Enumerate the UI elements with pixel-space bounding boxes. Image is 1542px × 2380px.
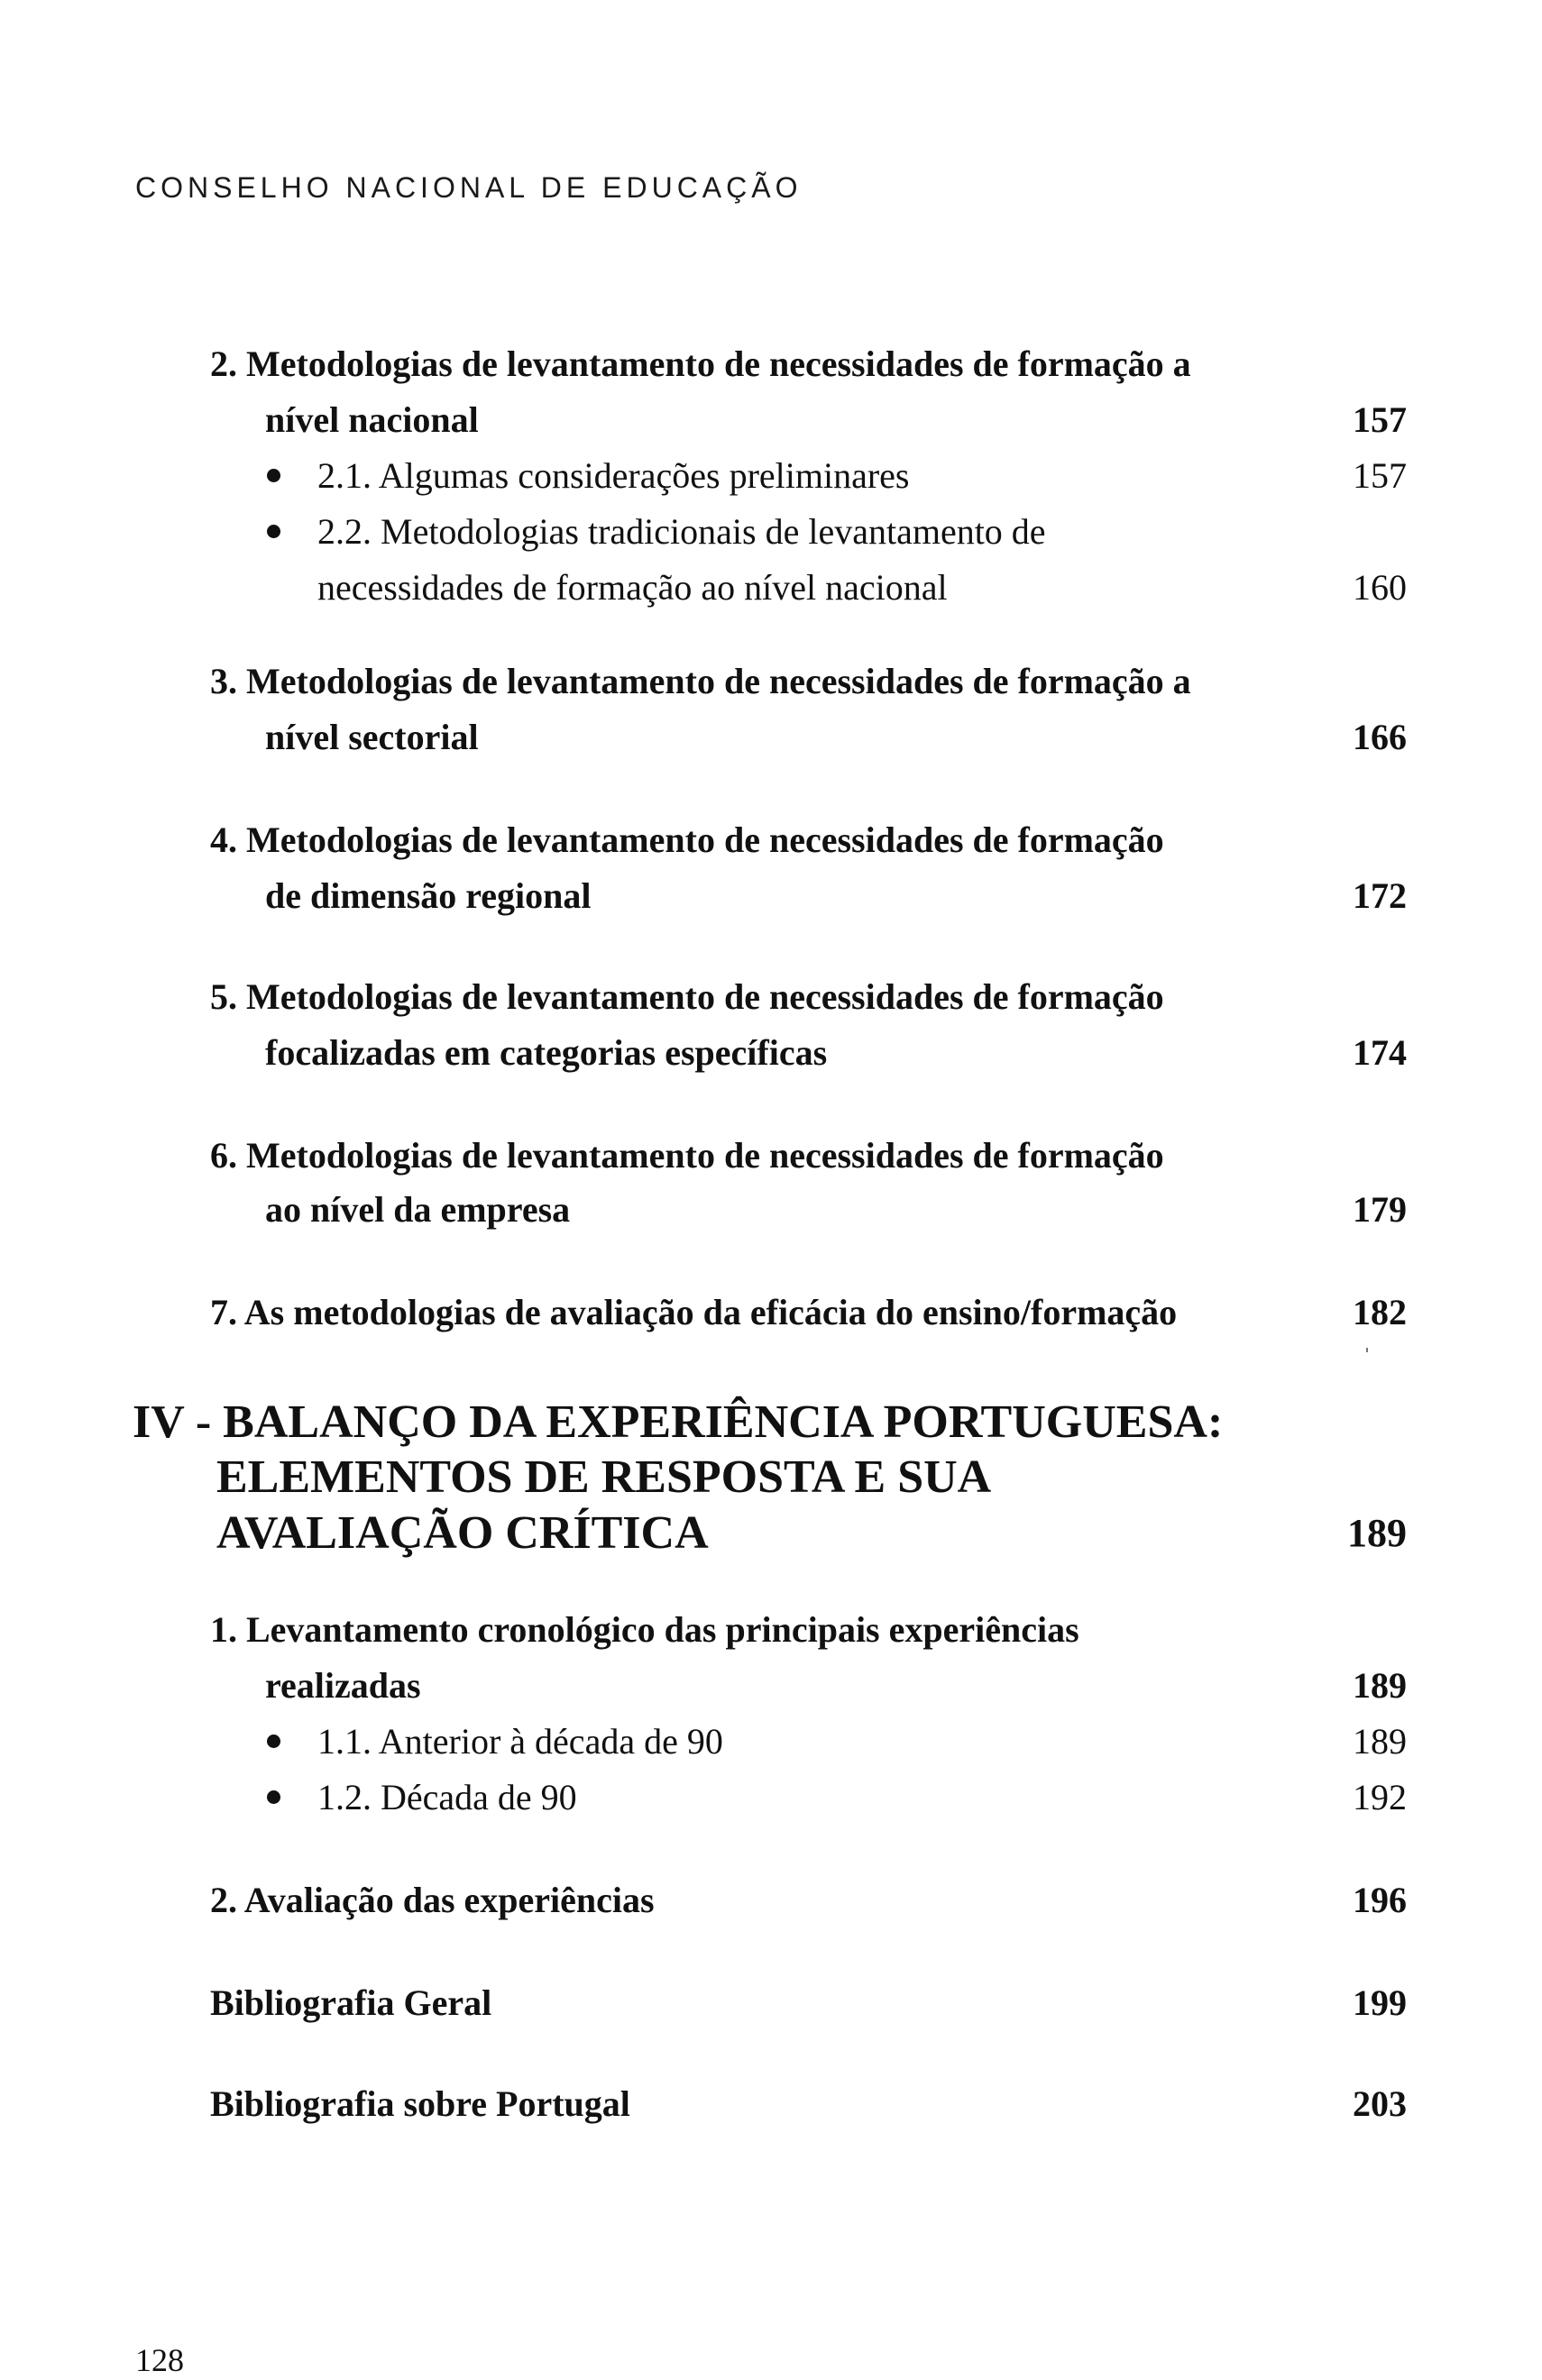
toc-entry-iv-1-line2: realizadas [265, 1665, 421, 1706]
toc-entry-4-line2: de dimensão regional [265, 875, 592, 916]
toc-bibliografia-portugal: Bibliografia sobre Portugal [210, 2083, 630, 2124]
toc-entry-3-line1: 3. Metodologias de levantamento de necessidades de formação a [210, 661, 1191, 701]
toc-entry-5-page: 174 [1353, 1032, 1407, 1073]
toc-entry-5-line1: 5. Metodologias de levantamento de necessidades de formação [210, 976, 1164, 1017]
toc-entry-7-page: 182 [1353, 1292, 1407, 1332]
toc-entry-iv-1-1: 1.1. Anterior à década de 90 [317, 1721, 723, 1762]
toc-entry-4-page: 172 [1353, 875, 1407, 916]
toc-entry-6-line1: 6. Metodologias de levantamento de necessidades de formação [210, 1135, 1164, 1176]
toc-entry-2-2-line1: 2.2. Metodologias tradicionais de levantamento de [317, 511, 1046, 552]
toc-entry-iv-1-line1: 1. Levantamento cronológico das principais experiências [210, 1609, 1079, 1650]
toc-entry-5-line2: focalizadas em categorias específicas [265, 1032, 828, 1073]
toc-entry-2-2-page: 160 [1353, 567, 1407, 608]
bullet-icon [267, 1735, 280, 1748]
toc-entry-2-1: 2.1. Algumas considerações preliminares [317, 455, 910, 496]
toc-entry-6-line2: ao nível da empresa [265, 1189, 571, 1230]
chapter-iv-page: 189 [1347, 1511, 1407, 1555]
toc-entry-2-page: 157 [1353, 399, 1407, 440]
toc-bibliografia-portugal-page: 203 [1353, 2083, 1407, 2124]
page-number: 128 [135, 2342, 184, 2378]
toc-entry-2-line1: 2. Metodologias de levantamento de necessidades de formação a [210, 343, 1191, 384]
toc-entry-iv-1-2-page: 192 [1353, 1777, 1407, 1817]
chapter-iv-title-line1: IV - BALANÇO DA EXPERIÊNCIA PORTUGUESA: [133, 1396, 1224, 1448]
toc-bibliografia-geral: Bibliografia Geral [210, 1982, 492, 2023]
chapter-iv-title-line3: AVALIAÇÃO CRÍTICA [216, 1507, 709, 1559]
scan-mark [1366, 1348, 1368, 1352]
bullet-icon [267, 525, 280, 538]
toc-entry-2-1-page: 157 [1353, 455, 1407, 496]
toc-entry-iv-1-2: 1.2. Década de 90 [317, 1777, 577, 1817]
toc-entry-iv-1-1-page: 189 [1353, 1721, 1407, 1762]
running-header: CONSELHO NACIONAL DE EDUCAÇÃO [135, 171, 803, 204]
bullet-icon [267, 469, 280, 482]
toc-entry-7: 7. As metodologias de avaliação da eficácia do ensino/formação [210, 1292, 1178, 1332]
toc-entry-iv-2-page: 196 [1353, 1880, 1407, 1920]
chapter-iv-title-line2: ELEMENTOS DE RESPOSTA E SUA [216, 1451, 992, 1503]
toc-entry-6-page: 179 [1353, 1189, 1407, 1230]
toc-entry-3-page: 166 [1353, 717, 1407, 757]
bullet-icon [267, 1790, 280, 1804]
toc-entry-iv-2: 2. Avaliação das experiências [210, 1880, 655, 1920]
toc-entry-4-line1: 4. Metodologias de levantamento de necessidades de formação [210, 819, 1164, 860]
toc-entry-2-2-line2: necessidades de formação ao nível nacional [317, 567, 948, 608]
toc-entry-3-line2: nível sectorial [265, 717, 479, 757]
toc-entry-2-line2: nível nacional [265, 399, 479, 440]
toc-bibliografia-geral-page: 199 [1353, 1982, 1407, 2023]
toc-entry-iv-1-page: 189 [1353, 1665, 1407, 1706]
